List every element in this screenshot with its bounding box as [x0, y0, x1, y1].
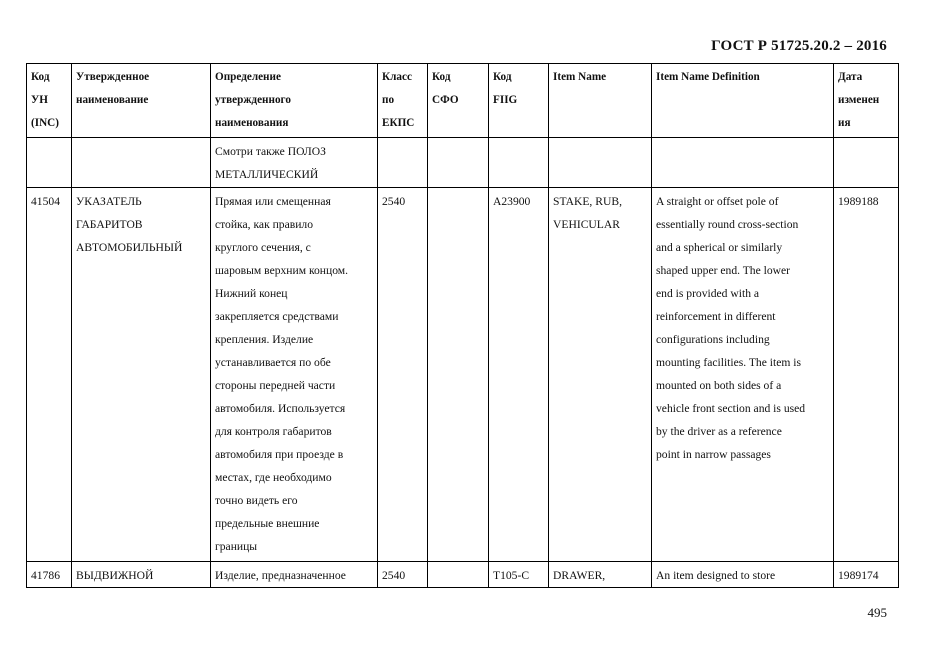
cell-ekps-class: [378, 138, 428, 188]
cell-definition-ru: Смотри также ПОЛОЗ МЕТАЛЛИЧЕСКИЙ: [211, 138, 378, 188]
cell-change-date: [834, 138, 899, 188]
cell-sfo-code: [428, 138, 489, 188]
cell-ekps-class: 2540: [378, 188, 428, 562]
column-header-inc: Код УН (INC): [27, 64, 72, 138]
cell-approved-name: [72, 138, 211, 188]
cell-ekps-class: 2540: [378, 562, 428, 588]
cell-item-name: STAKE, RUB, VEHICULAR: [549, 188, 652, 562]
column-header-fiig-code: Код FIIG: [489, 64, 549, 138]
cell-definition-ru: Изделие, предназначенное: [211, 562, 378, 588]
cell-approved-name: ВЫДВИЖНОЙ: [72, 562, 211, 588]
cell-fiig-code: A23900: [489, 188, 549, 562]
column-header-sfo-code: Код СФО: [428, 64, 489, 138]
table-row: [27, 562, 899, 588]
column-header-approved-name: Утвержденное наименование: [72, 64, 211, 138]
column-header-change-date: Дата изменен ия: [834, 64, 899, 138]
cell-item-definition: A straight or offset pole of essentially round cross-section and a spherical or similarly shaped upper end. The lower end is provided with a reinforcement in different configurations including mounting facilities. The item is mounted on both sides of a vehicle front section and is used by the driver as a reference point in narrow passages: [652, 188, 834, 562]
column-header-item-definition: Item Name Definition: [652, 64, 834, 138]
page-number: 495: [867, 605, 887, 620]
catalog-table: [26, 63, 899, 588]
cell-definition-ru: Прямая или смещенная стойка, как правило круглого сечения, с шаровым верхним концом. Нижний конец закрепляется средствами крепления. Изделие устанавливается по обе стороны передней части автомобиля. Используется для контроля габаритов автомобиля при проезде в местах, где необходимо точно видеть его предельные внешние границы: [211, 188, 378, 562]
cell-sfo-code: [428, 562, 489, 588]
cell-item-name: DRAWER,: [549, 562, 652, 588]
column-header-ekps-class: Класс по ЕКПС: [378, 64, 428, 138]
cell-item-definition: [652, 138, 834, 188]
cell-fiig-code: T105-C: [489, 562, 549, 588]
table-header-row: [27, 64, 899, 138]
cell-fiig-code: [489, 138, 549, 188]
cell-sfo-code: [428, 188, 489, 562]
table-row: [27, 188, 899, 562]
cell-item-definition: An item designed to store: [652, 562, 834, 588]
cell-inc: 41786: [27, 562, 72, 588]
column-header-definition: Определение утвержденного наименования: [211, 64, 378, 138]
cell-change-date: 1989188: [834, 188, 899, 562]
document-standard-header: ГОСТ Р 51725.20.2 – 2016: [711, 38, 887, 54]
cell-inc: 41504: [27, 188, 72, 562]
table-row: [27, 138, 899, 188]
cell-change-date: 1989174: [834, 562, 899, 588]
cell-approved-name: УКАЗАТЕЛЬ ГАБАРИТОВ АВТОМОБИЛЬНЫЙ: [72, 188, 211, 562]
column-header-item-name: Item Name: [549, 64, 652, 138]
cell-inc: [27, 138, 72, 188]
cell-item-name: [549, 138, 652, 188]
